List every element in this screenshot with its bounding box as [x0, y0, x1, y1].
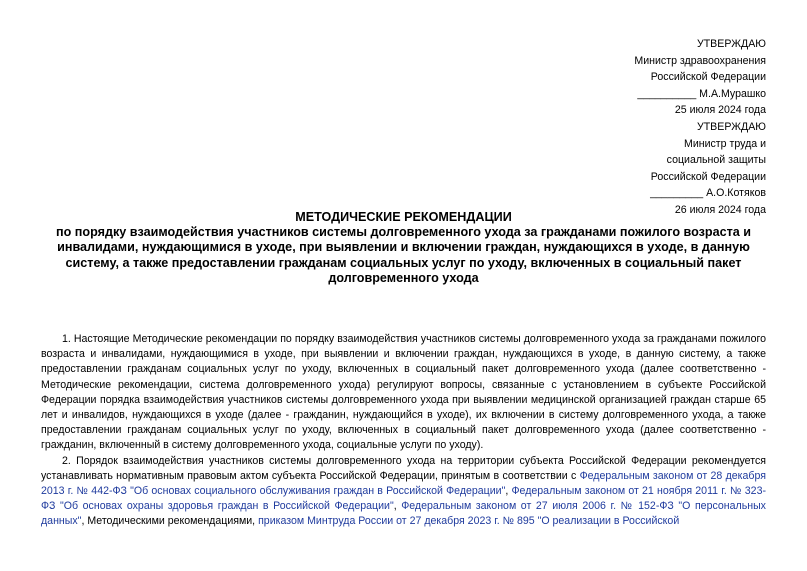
approval-heading: УТВЕРЖДАЮ [696, 120, 766, 133]
paragraph-text: , Методическими рекомендациями, [81, 515, 259, 528]
signature-line: __________ М.А.Мурашко [637, 87, 766, 100]
approver-position: Министр здравоохранения [634, 54, 766, 67]
approval-block [634, 36, 766, 219]
document-subtitle: по порядку взаимодействия участников системы долговременного ухода за гражданами пожилого возраста и инвалидами, нуждающимися в уходе, при выявлении и включении граждан, нуждающихся в уходе, в данную систему, а также предоставлении гражданам социальных услуг по уходу, включенных в социальный пакет долговременного ухода [55, 225, 751, 285]
approver-position: социальной защиты [666, 154, 766, 167]
document-title-block [40, 210, 767, 286]
approval-date: 26 июля 2024 года [674, 203, 766, 216]
order-link-895[interactable]: приказом Минтруда России от 27 декабря 2023 г. № 895 "О реализации в Российской [258, 515, 680, 528]
paragraph-1: 1. Настоящие Методические рекомендации по порядку взаимодействия участников системы долговременного ухода за гражданами пожилого возраста и инвалидами, нуждающимися в уходе, при выявлении и включении граждан, нуждающихся в уходе, в данную систему, а также предоставлении гражданам социальных услуг по уходу, включенных в социальный пакет долговременного ухода (далее соответственно - Методические рекомендации, система долговременного ухода) регулируют вопросы, связанные с установлением в субъекте Российской Федерации порядка взаимодействия участников системы долговременного ухода при выявлении медицинской организацией граждан старше 65 лет и инвалидов, нуждающихся в уходе (далее - гражданин, нуждающийся в уходе), их включении в систему долговременного ухода, а также предоставлении гражданам социальных услуг по уходу, включенных в социальный пакет долговременного ухода (далее соответственно - гражданин, включенный в систему долговременного ухода, социальные услуги по уходу). [41, 333, 766, 452]
signature-line: _________ А.О.Котяков [650, 187, 766, 200]
approver-position: Российской Федерации [650, 71, 766, 84]
approver-position: Министр труда и [684, 137, 766, 150]
approval-date: 25 июля 2024 года [674, 104, 766, 117]
law-link-442fz[interactable]: Федеральным законом от 28 декабря 2013 г. № 442-ФЗ "Об основах социального обслуживания граждан в Российской Федерации" [41, 469, 766, 498]
paragraph-2 [41, 454, 766, 530]
law-link-152fz[interactable]: Федеральным законом от 27 июля 2006 г. № 152-ФЗ "О персональных данных" [41, 500, 766, 528]
approval-heading: УТВЕРЖДАЮ [696, 38, 766, 50]
document-body [41, 332, 766, 530]
law-link-323fz[interactable]: Федеральным законом от 21 ноября 2011 г. № 323-ФЗ "Об основах охраны здоровья граждан в Российской Федерации" [41, 485, 766, 513]
approver-position: Российской Федерации [650, 170, 766, 183]
document-title: МЕТОДИЧЕСКИЕ РЕКОМЕНДАЦИИ [295, 210, 512, 224]
paragraph-text: , [393, 500, 402, 513]
paragraph-text: 2. Порядок взаимодействия участников системы долговременного ухода на территории субъекта Российской Федерации рекомендуется устанавливать нормативным правовым актом субъекта Российской Федерации, принятым в соответствии с [41, 454, 766, 482]
paragraph-text: , [505, 485, 512, 498]
